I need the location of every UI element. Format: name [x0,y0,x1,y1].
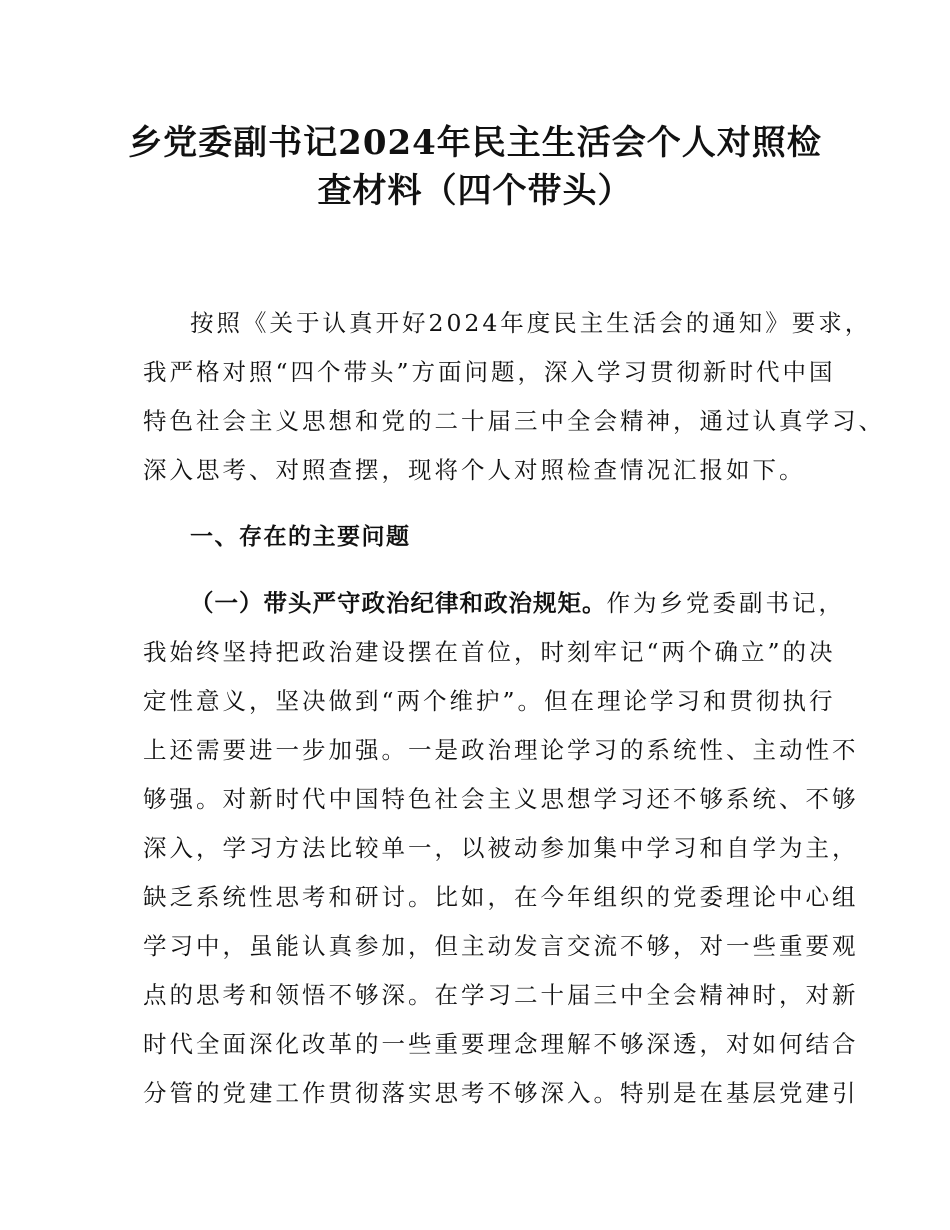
intro-line: 特色社会主义思想和党的二十届三中全会精神，通过认真学习、 [143,407,885,435]
paragraph-line: 上还需要进一步加强。一是政治理论学习的系统性、主动性不 [143,736,859,764]
subsection-first-line [190,586,845,620]
intro-line: 深入思考、对照查摆，现将个人对照检查情况汇报如下。 [143,456,806,484]
subsection-heading: （一）带头严守政治纪律和政治规矩。 [190,589,607,617]
intro-line: 按照《关于认真开好2024年度民主生活会的通知》要求， [190,309,872,337]
paragraph-line: 缺乏系统性思考和研讨。比如，在今年组织的党委理论中心组 [143,883,859,911]
paragraph-line: 时代全面深化改革的一些重要理念理解不够深透，对如何结合 [143,1030,859,1058]
subsection-first-line-text: 作为乡党委副书记， [606,589,845,617]
paragraph-line: 学习中，虽能认真参加，但主动发言交流不够，对一些重要观 [143,932,859,960]
paragraph-line: 我始终坚持把政治建设摆在首位，时刻牢记“两个确立”的决 [143,638,836,666]
paragraph-line: 够强。对新时代中国特色社会主义思想学习还不够系统、不够 [143,785,859,813]
paragraph-line: 定性意义，坚决做到“两个维护”。但在理论学习和贯彻执行 [143,687,836,715]
document-title-line-2: 查材料（四个带头） [317,171,633,211]
paragraph-line: 深入，学习方法比较单一，以被动参加集中学习和自学为主， [143,834,859,862]
paragraph-line: 点的思考和领悟不够深。在学习二十届三中全会精神时，对新 [143,981,859,1009]
paragraph-line: 分管的党建工作贯彻落实思考不够深入。特别是在基层党建引 [143,1079,859,1107]
document-title-line-1: 乡党委副书记2024年民主生活会个人对照检 [128,123,822,163]
section-heading: 一、存在的主要问题 [190,524,411,550]
intro-line: 我严格对照“四个带头”方面问题，深入学习贯彻新时代中国 [143,358,836,386]
